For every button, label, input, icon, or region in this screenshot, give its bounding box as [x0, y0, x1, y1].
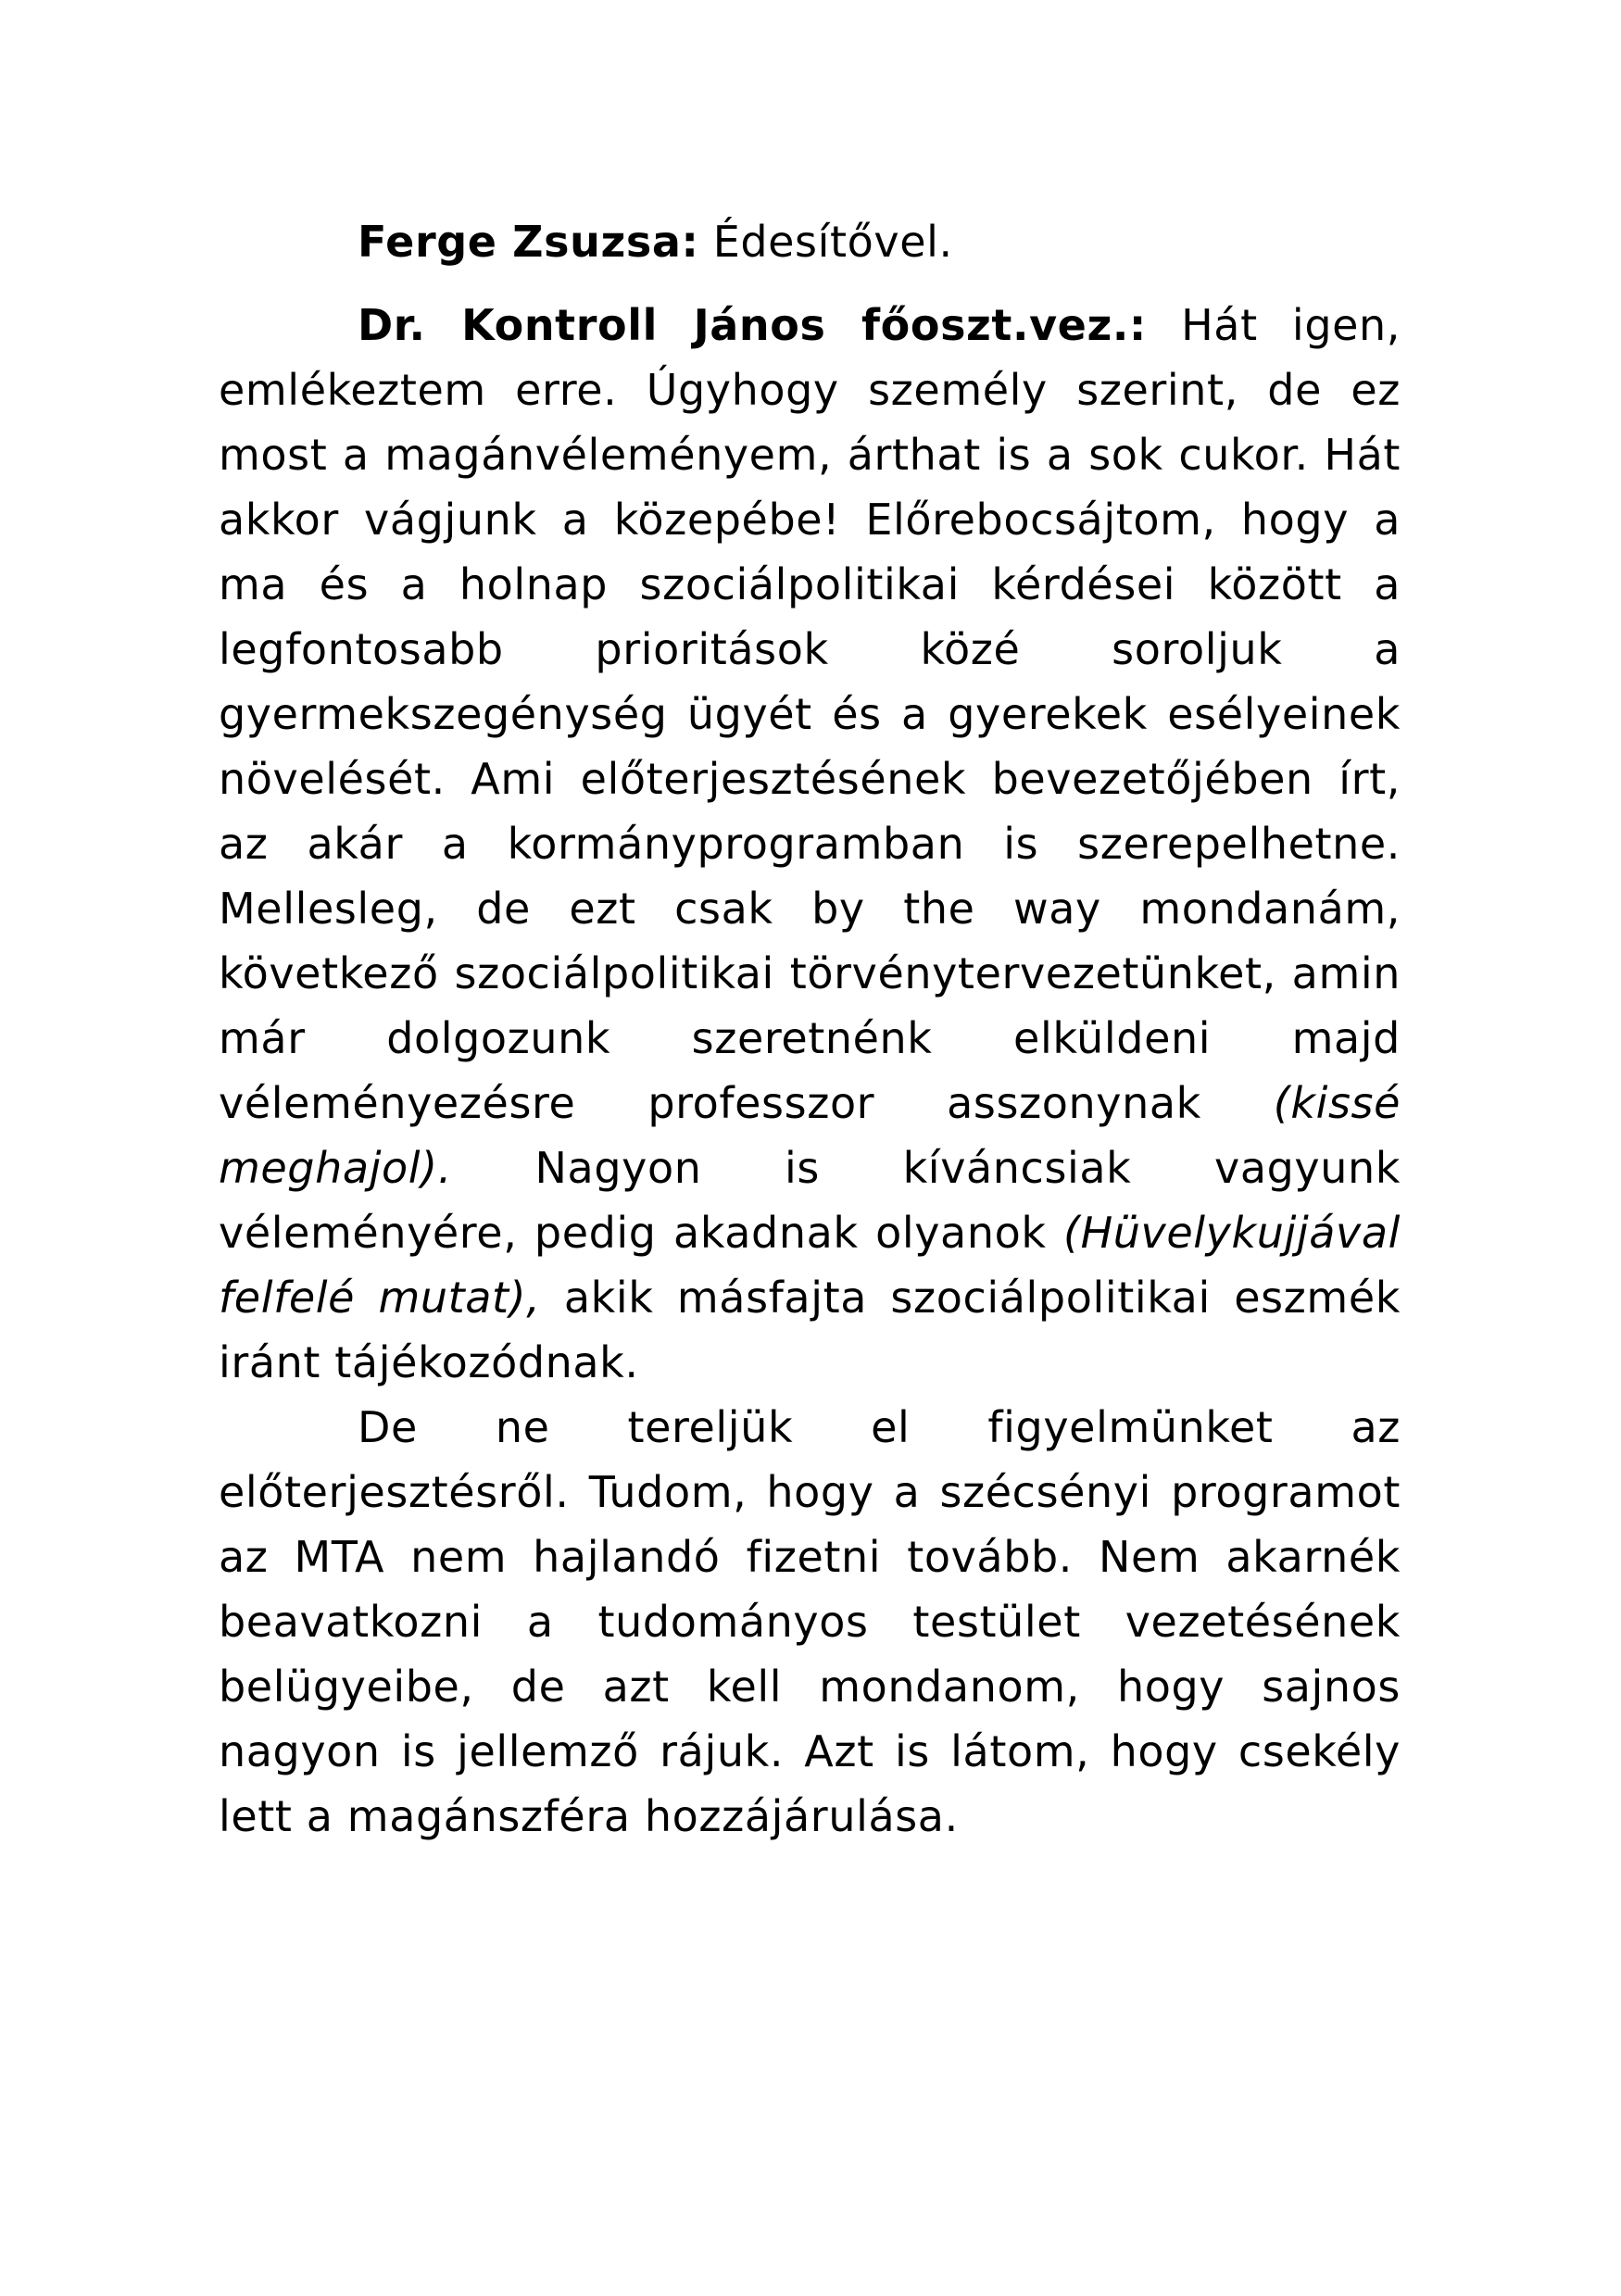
- dialogue-paragraph-kontroll: [219, 293, 1401, 1395]
- dialogue-text: Nagyon is kíváncsiak vagyunk véleményére, pedig akadnak olyanok: [219, 1143, 1401, 1258]
- document-body: [219, 209, 1401, 1849]
- speaker-name: Ferge Zsuzsa:: [358, 217, 699, 267]
- dialogue-paragraph-ferge: [219, 209, 1401, 274]
- speaker-name: Dr. Kontroll János főoszt.vez.:: [358, 300, 1147, 350]
- stage-direction: (kissé meghajol).: [219, 1078, 1401, 1193]
- dialogue-text: akik másfajta szociálpolitikai eszmék iránt tájékozódnak.: [219, 1273, 1401, 1387]
- dialogue-paragraph-continuation: [219, 1395, 1401, 1849]
- dialogue-text: Hát igen, emlékeztem erre. Úgyhogy személy szerint, de ez most a magánvéleményem, árthat is a sok cukor. Hát akkor vágjunk a közepébe! Előrebocsájtom, hogy a ma és a holnap szociálpolitikai kérdései között a legfontosabb prioritások közé soroljuk a gyermekszegénység ügyét és a gyerekek esélyeinek növelését. Ami előterjesztésének bevezetőjében írt, az akár a kormányprogramban is szerepelhetne. Mellesleg, de ezt csak by the way mondanám, következő szociálpolitikai törvénytervezetünket, amin már dolgozunk szeretnénk elküldeni majd véleményezésre professzor asszonynak: [219, 300, 1401, 1128]
- dialogue-text: Édesítővel.: [698, 217, 953, 267]
- stage-direction: (Hüvelykujjával felfelé mutat),: [219, 1208, 1401, 1323]
- dialogue-text: De ne tereljük el figyelmünket az előterjesztésről. Tudom, hogy a szécsényi programot az MTA nem hajlandó fizetni tovább. Nem akarnék beavatkozni a tudományos testület vezetésének belügyeibe, de azt kell mondanom, hogy sajnos nagyon is jellemző rájuk. Azt is látom, hogy csekély lett a magánszféra hozzájárulása.: [219, 1402, 1401, 1841]
